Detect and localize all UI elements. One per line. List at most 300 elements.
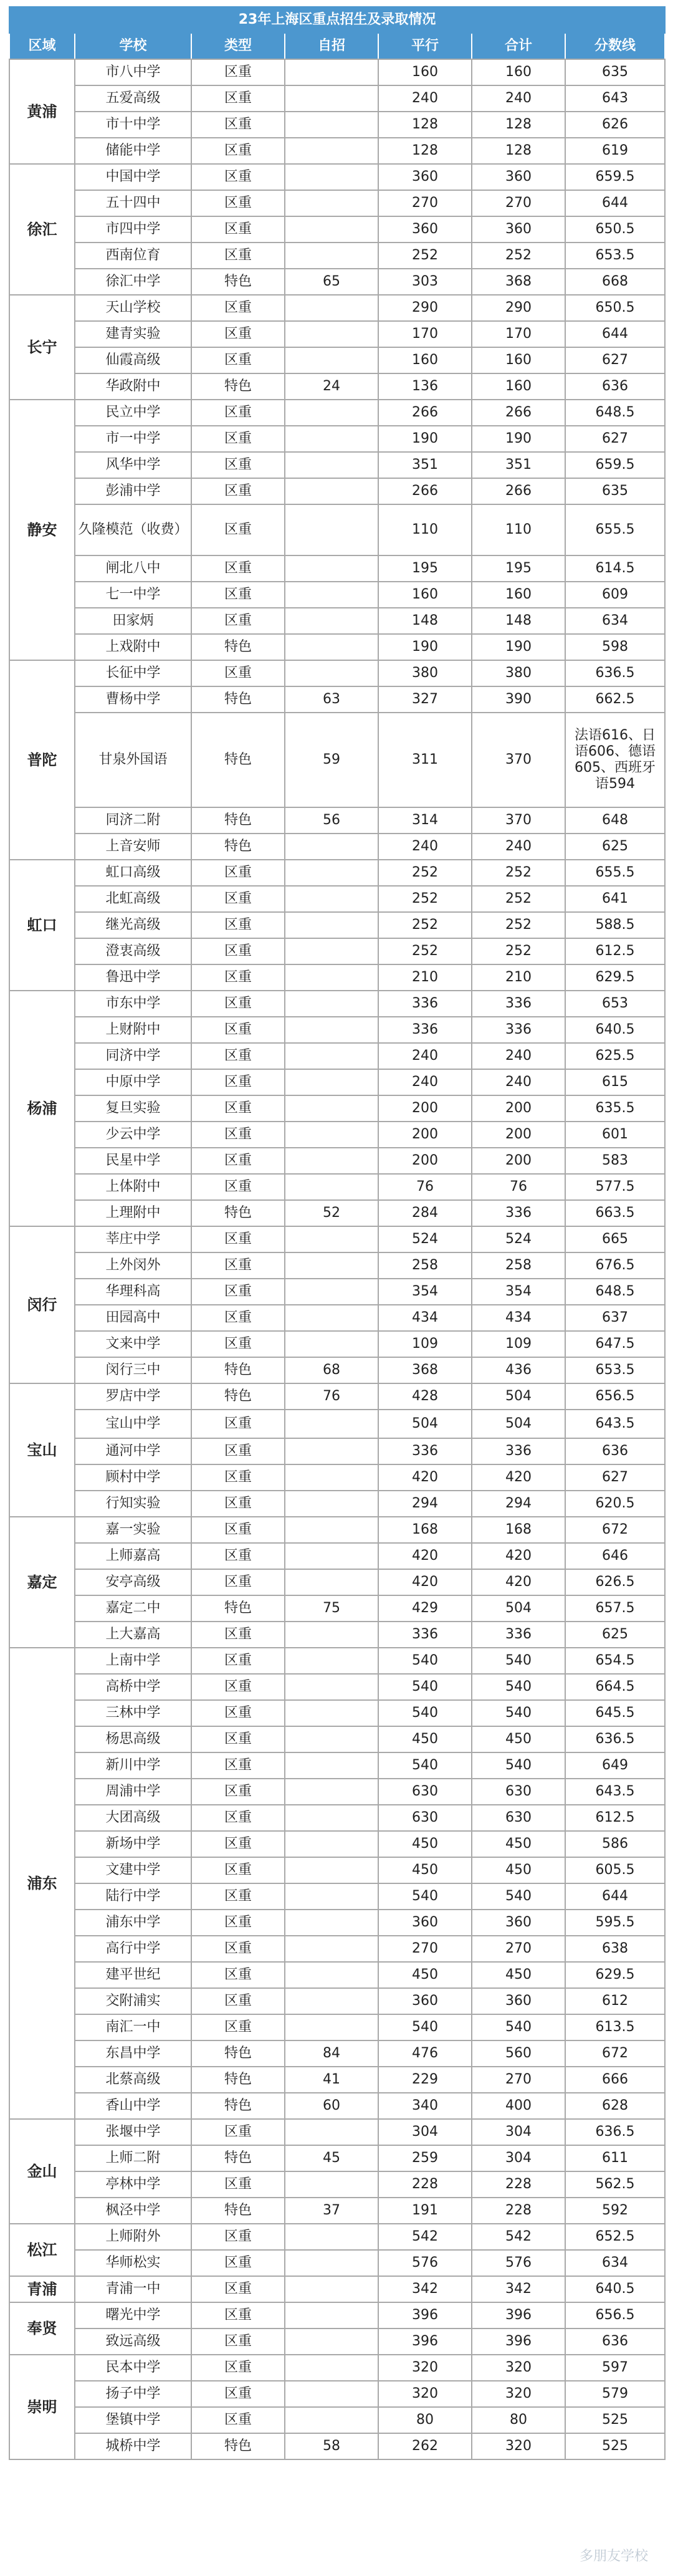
total-cell: 210 — [472, 964, 565, 991]
total-cell: 190 — [472, 634, 565, 660]
pingxing-cell: 360 — [378, 164, 472, 190]
total-cell: 109 — [472, 1331, 565, 1357]
zizhao-cell — [285, 1543, 378, 1569]
pingxing-cell: 420 — [378, 1464, 472, 1491]
school-cell: 高行中学 — [75, 1936, 191, 1962]
type-cell: 区重 — [191, 2328, 285, 2355]
total-cell: 354 — [472, 1279, 565, 1305]
pingxing-cell: 504 — [378, 1410, 472, 1438]
zizhao-cell — [285, 834, 378, 860]
pingxing-cell: 200 — [378, 1122, 472, 1148]
total-cell: 400 — [472, 2093, 565, 2119]
total-cell: 504 — [472, 1595, 565, 1622]
total-cell: 450 — [472, 1962, 565, 1988]
table-row — [9, 2093, 665, 2119]
header-district: 区域 — [9, 33, 75, 59]
score-cell: 627 — [565, 426, 665, 452]
type-cell: 区重 — [191, 1252, 285, 1279]
total-cell: 540 — [472, 1752, 565, 1779]
pingxing-cell: 200 — [378, 1095, 472, 1122]
total-cell: 270 — [472, 2067, 565, 2093]
pingxing-cell: 304 — [378, 2119, 472, 2145]
district-cell: 静安 — [9, 400, 75, 660]
type-cell: 区重 — [191, 2171, 285, 2198]
score-cell: 657.5 — [565, 1595, 665, 1622]
total-cell: 380 — [472, 660, 565, 686]
score-cell: 625 — [565, 834, 665, 860]
total-cell: 504 — [472, 1383, 565, 1410]
pingxing-cell: 110 — [378, 504, 472, 555]
type-cell: 区重 — [191, 2014, 285, 2040]
zizhao-cell: 45 — [285, 2145, 378, 2171]
school-cell: 张堰中学 — [75, 2119, 191, 2145]
table-row — [9, 1410, 665, 1438]
total-cell: 360 — [472, 216, 565, 243]
pingxing-cell: 191 — [378, 2198, 472, 2224]
pingxing-cell: 450 — [378, 1726, 472, 1752]
type-cell: 特色 — [191, 2198, 285, 2224]
type-cell: 特色 — [191, 2145, 285, 2171]
total-cell: 540 — [472, 1674, 565, 1700]
school-cell: 仙霞高级 — [75, 347, 191, 373]
score-cell: 656.5 — [565, 1383, 665, 1410]
total-cell: 351 — [472, 452, 565, 478]
zizhao-cell: 58 — [285, 2433, 378, 2459]
table-row — [9, 834, 665, 860]
school-cell: 徐汇中学 — [75, 269, 191, 295]
zizhao-cell — [285, 1095, 378, 1122]
table-row — [9, 1988, 665, 2014]
total-cell: 450 — [472, 1857, 565, 1883]
type-cell: 区重 — [191, 1069, 285, 1095]
type-cell: 特色 — [191, 807, 285, 834]
zizhao-cell — [285, 243, 378, 269]
zizhao-cell — [285, 1331, 378, 1357]
zizhao-cell — [285, 860, 378, 886]
pingxing-cell: 420 — [378, 1569, 472, 1595]
zizhao-cell — [285, 1279, 378, 1305]
school-cell: 上戏附中 — [75, 634, 191, 660]
pingxing-cell: 540 — [378, 1700, 472, 1726]
header-zizhao: 自招 — [285, 33, 378, 59]
score-cell: 626.5 — [565, 1569, 665, 1595]
zizhao-cell — [285, 2355, 378, 2381]
total-cell: 560 — [472, 2040, 565, 2067]
score-cell: 627 — [565, 347, 665, 373]
table-row — [9, 1331, 665, 1357]
table-row — [9, 1752, 665, 1779]
total-cell: 336 — [472, 1622, 565, 1648]
school-cell: 高桥中学 — [75, 1674, 191, 1700]
school-cell: 风华中学 — [75, 452, 191, 478]
pingxing-cell: 524 — [378, 1226, 472, 1252]
pingxing-cell: 160 — [378, 59, 472, 85]
table-row — [9, 1438, 665, 1464]
total-cell: 195 — [472, 555, 565, 582]
school-cell: 新场中学 — [75, 1831, 191, 1857]
total-cell: 228 — [472, 2171, 565, 2198]
table-row — [9, 164, 665, 190]
school-cell: 陆行中学 — [75, 1883, 191, 1910]
type-cell: 区重 — [191, 1700, 285, 1726]
type-cell: 区重 — [191, 964, 285, 991]
zizhao-cell — [285, 1805, 378, 1831]
score-cell: 637 — [565, 1305, 665, 1331]
score-cell: 605.5 — [565, 1857, 665, 1883]
table-body — [9, 59, 665, 2459]
school-cell: 嘉定二中 — [75, 1595, 191, 1622]
school-cell: 三林中学 — [75, 1700, 191, 1726]
total-cell: 160 — [472, 347, 565, 373]
type-cell: 特色 — [191, 2433, 285, 2459]
type-cell: 区重 — [191, 1648, 285, 1674]
table-row — [9, 2119, 665, 2145]
score-cell: 643 — [565, 85, 665, 112]
total-cell: 420 — [472, 1543, 565, 1569]
table-row — [9, 243, 665, 269]
type-cell: 特色 — [191, 1595, 285, 1622]
table-row — [9, 912, 665, 938]
zizhao-cell — [285, 938, 378, 964]
score-cell: 613.5 — [565, 2014, 665, 2040]
school-cell: 彭浦中学 — [75, 478, 191, 504]
total-cell: 252 — [472, 886, 565, 912]
type-cell: 特色 — [191, 834, 285, 860]
table-row — [9, 660, 665, 686]
school-cell: 上财附中 — [75, 1017, 191, 1043]
school-cell: 新川中学 — [75, 1752, 191, 1779]
table-row — [9, 295, 665, 321]
table-row — [9, 138, 665, 164]
school-cell: 虹口高级 — [75, 860, 191, 886]
school-cell: 北蔡高级 — [75, 2067, 191, 2093]
total-cell: 368 — [472, 269, 565, 295]
score-cell: 653 — [565, 991, 665, 1017]
pingxing-cell: 80 — [378, 2407, 472, 2433]
type-cell: 区重 — [191, 912, 285, 938]
table-row — [9, 426, 665, 452]
total-cell: 420 — [472, 1464, 565, 1491]
zizhao-cell — [285, 1910, 378, 1936]
score-cell: 643.5 — [565, 1779, 665, 1805]
pingxing-cell: 210 — [378, 964, 472, 991]
total-cell: 630 — [472, 1779, 565, 1805]
table-row — [9, 938, 665, 964]
type-cell: 区重 — [191, 1805, 285, 1831]
school-cell: 市十中学 — [75, 112, 191, 138]
total-cell: 200 — [472, 1148, 565, 1174]
type-cell: 区重 — [191, 478, 285, 504]
table-row — [9, 2014, 665, 2040]
type-cell: 区重 — [191, 1226, 285, 1252]
type-cell: 区重 — [191, 112, 285, 138]
school-cell: 文来中学 — [75, 1331, 191, 1357]
table-row — [9, 991, 665, 1017]
table-row — [9, 2145, 665, 2171]
zizhao-cell — [285, 1674, 378, 1700]
type-cell: 区重 — [191, 1174, 285, 1200]
pingxing-cell: 340 — [378, 2093, 472, 2119]
total-cell: 168 — [472, 1517, 565, 1543]
school-cell: 少云中学 — [75, 1122, 191, 1148]
zizhao-cell — [285, 1936, 378, 1962]
pingxing-cell: 195 — [378, 555, 472, 582]
school-cell: 长征中学 — [75, 660, 191, 686]
score-cell: 649 — [565, 1752, 665, 1779]
zizhao-cell — [285, 1752, 378, 1779]
table-row — [9, 373, 665, 400]
school-cell: 华师松实 — [75, 2250, 191, 2276]
school-cell: 通河中学 — [75, 1438, 191, 1464]
zizhao-cell — [285, 112, 378, 138]
school-cell: 罗店中学 — [75, 1383, 191, 1410]
score-cell: 650.5 — [565, 295, 665, 321]
zizhao-cell — [285, 1252, 378, 1279]
total-cell: 76 — [472, 1174, 565, 1200]
school-cell: 上师二附 — [75, 2145, 191, 2171]
school-cell: 民星中学 — [75, 1148, 191, 1174]
score-cell: 653.5 — [565, 1357, 665, 1383]
type-cell: 区重 — [191, 1779, 285, 1805]
total-cell: 160 — [472, 582, 565, 608]
total-cell: 396 — [472, 2328, 565, 2355]
pingxing-cell: 429 — [378, 1595, 472, 1622]
score-cell: 635 — [565, 59, 665, 85]
type-cell: 区重 — [191, 1517, 285, 1543]
pingxing-cell: 360 — [378, 1988, 472, 2014]
pingxing-cell: 351 — [378, 452, 472, 478]
school-cell: 上音安师 — [75, 834, 191, 860]
total-cell: 252 — [472, 938, 565, 964]
school-cell: 安亭高级 — [75, 1569, 191, 1595]
score-cell: 644 — [565, 321, 665, 347]
type-cell: 区重 — [191, 991, 285, 1017]
type-cell: 区重 — [191, 1279, 285, 1305]
pingxing-cell: 320 — [378, 2381, 472, 2407]
score-cell: 641 — [565, 886, 665, 912]
school-cell: 亭林中学 — [75, 2171, 191, 2198]
type-cell: 区重 — [191, 1962, 285, 1988]
score-cell: 583 — [565, 1148, 665, 1174]
score-cell: 636.5 — [565, 660, 665, 686]
type-cell: 特色 — [191, 2093, 285, 2119]
school-cell: 嘉一实验 — [75, 1517, 191, 1543]
total-cell: 228 — [472, 2198, 565, 2224]
zizhao-cell — [285, 190, 378, 216]
type-cell: 区重 — [191, 1988, 285, 2014]
zizhao-cell — [285, 1700, 378, 1726]
pingxing-cell: 314 — [378, 807, 472, 834]
table-row — [9, 59, 665, 85]
table-row — [9, 1174, 665, 1200]
table-row — [9, 190, 665, 216]
school-cell: 曙光中学 — [75, 2302, 191, 2328]
total-cell: 420 — [472, 1569, 565, 1595]
table-row — [9, 860, 665, 886]
zizhao-cell — [285, 1226, 378, 1252]
type-cell: 区重 — [191, 582, 285, 608]
pingxing-cell: 542 — [378, 2224, 472, 2250]
score-cell: 665 — [565, 1226, 665, 1252]
total-cell: 240 — [472, 834, 565, 860]
type-cell: 区重 — [191, 1936, 285, 1962]
zizhao-cell: 76 — [285, 1383, 378, 1410]
table-row — [9, 269, 665, 295]
type-cell: 区重 — [191, 190, 285, 216]
zizhao-cell — [285, 1883, 378, 1910]
score-cell: 626 — [565, 112, 665, 138]
table-row — [9, 452, 665, 478]
table-row — [9, 608, 665, 634]
score-cell: 592 — [565, 2198, 665, 2224]
table-row — [9, 1622, 665, 1648]
score-cell: 655.5 — [565, 860, 665, 886]
pingxing-cell: 540 — [378, 1674, 472, 1700]
school-cell: 鲁迅中学 — [75, 964, 191, 991]
score-cell: 625 — [565, 1622, 665, 1648]
total-cell: 252 — [472, 243, 565, 269]
zizhao-cell — [285, 1622, 378, 1648]
zizhao-cell — [285, 555, 378, 582]
table-row — [9, 1226, 665, 1252]
pingxing-cell: 576 — [378, 2250, 472, 2276]
pingxing-cell: 320 — [378, 2355, 472, 2381]
table-row — [9, 1543, 665, 1569]
school-cell: 扬子中学 — [75, 2381, 191, 2407]
type-cell: 特色 — [191, 713, 285, 807]
pingxing-cell: 450 — [378, 1831, 472, 1857]
pingxing-cell: 240 — [378, 1069, 472, 1095]
table-row — [9, 807, 665, 834]
table-row — [9, 582, 665, 608]
type-cell: 区重 — [191, 2407, 285, 2433]
zizhao-cell: 24 — [285, 373, 378, 400]
zizhao-cell — [285, 452, 378, 478]
district-cell: 嘉定 — [9, 1517, 75, 1648]
type-cell: 区重 — [191, 1674, 285, 1700]
school-cell: 上理附中 — [75, 1200, 191, 1226]
pingxing-cell: 630 — [378, 1805, 472, 1831]
zizhao-cell — [285, 216, 378, 243]
table-row — [9, 347, 665, 373]
total-cell: 360 — [472, 1910, 565, 1936]
type-cell: 区重 — [191, 1831, 285, 1857]
pingxing-cell: 294 — [378, 1491, 472, 1517]
type-cell: 区重 — [191, 426, 285, 452]
pingxing-cell: 360 — [378, 216, 472, 243]
zizhao-cell: 59 — [285, 713, 378, 807]
header-score: 分数线 — [565, 33, 665, 59]
total-cell: 128 — [472, 138, 565, 164]
school-cell: 市东中学 — [75, 991, 191, 1017]
table-row — [9, 2067, 665, 2093]
type-cell: 区重 — [191, 938, 285, 964]
pingxing-cell: 252 — [378, 886, 472, 912]
school-cell: 中原中学 — [75, 1069, 191, 1095]
pingxing-cell: 258 — [378, 1252, 472, 1279]
zizhao-cell — [285, 504, 378, 555]
score-cell: 648.5 — [565, 1279, 665, 1305]
pingxing-cell: 270 — [378, 190, 472, 216]
pingxing-cell: 368 — [378, 1357, 472, 1383]
pingxing-cell: 270 — [378, 1936, 472, 1962]
score-cell: 598 — [565, 634, 665, 660]
table-row — [9, 2433, 665, 2459]
zizhao-cell: 63 — [285, 686, 378, 713]
score-cell: 634 — [565, 608, 665, 634]
total-cell: 540 — [472, 1700, 565, 1726]
total-cell: 304 — [472, 2119, 565, 2145]
school-cell: 上南中学 — [75, 1648, 191, 1674]
total-cell: 450 — [472, 1831, 565, 1857]
zizhao-cell — [285, 1148, 378, 1174]
score-cell: 562.5 — [565, 2171, 665, 2198]
zizhao-cell: 68 — [285, 1357, 378, 1383]
total-cell: 160 — [472, 373, 565, 400]
zizhao-cell — [285, 2381, 378, 2407]
zizhao-cell — [285, 1043, 378, 1069]
table-row — [9, 1383, 665, 1410]
school-cell: 交附浦实 — [75, 1988, 191, 2014]
total-cell: 320 — [472, 2381, 565, 2407]
score-cell: 612 — [565, 1988, 665, 2014]
zizhao-cell — [285, 2250, 378, 2276]
score-cell: 666 — [565, 2067, 665, 2093]
score-cell: 588.5 — [565, 912, 665, 938]
pingxing-cell: 336 — [378, 1622, 472, 1648]
total-cell: 540 — [472, 1883, 565, 1910]
zizhao-cell — [285, 1517, 378, 1543]
zizhao-cell — [285, 2119, 378, 2145]
zizhao-cell — [285, 1648, 378, 1674]
type-cell: 区重 — [191, 2250, 285, 2276]
zizhao-cell — [285, 582, 378, 608]
pingxing-cell: 252 — [378, 912, 472, 938]
pingxing-cell: 434 — [378, 1305, 472, 1331]
total-cell: 80 — [472, 2407, 565, 2433]
type-cell: 区重 — [191, 1305, 285, 1331]
pingxing-cell: 336 — [378, 1438, 472, 1464]
table-row — [9, 2276, 665, 2302]
table-row — [9, 216, 665, 243]
total-cell: 540 — [472, 1648, 565, 1674]
table-row — [9, 1491, 665, 1517]
pingxing-cell: 354 — [378, 1279, 472, 1305]
type-cell: 区重 — [191, 1122, 285, 1148]
table-row — [9, 1883, 665, 1910]
score-cell: 650.5 — [565, 216, 665, 243]
school-cell: 顾村中学 — [75, 1464, 191, 1491]
type-cell: 区重 — [191, 1148, 285, 1174]
zizhao-cell: 52 — [285, 1200, 378, 1226]
type-cell: 区重 — [191, 860, 285, 886]
type-cell: 区重 — [191, 2302, 285, 2328]
total-cell: 190 — [472, 426, 565, 452]
type-cell: 区重 — [191, 2276, 285, 2302]
score-cell: 655.5 — [565, 504, 665, 555]
total-cell: 304 — [472, 2145, 565, 2171]
pingxing-cell: 252 — [378, 860, 472, 886]
total-cell: 258 — [472, 1252, 565, 1279]
score-cell: 579 — [565, 2381, 665, 2407]
pingxing-cell: 311 — [378, 713, 472, 807]
district-cell: 青浦 — [9, 2276, 75, 2302]
type-cell: 区重 — [191, 452, 285, 478]
school-cell: 市八中学 — [75, 59, 191, 85]
score-cell: 614.5 — [565, 555, 665, 582]
table-row — [9, 1936, 665, 1962]
pingxing-cell: 540 — [378, 1752, 472, 1779]
